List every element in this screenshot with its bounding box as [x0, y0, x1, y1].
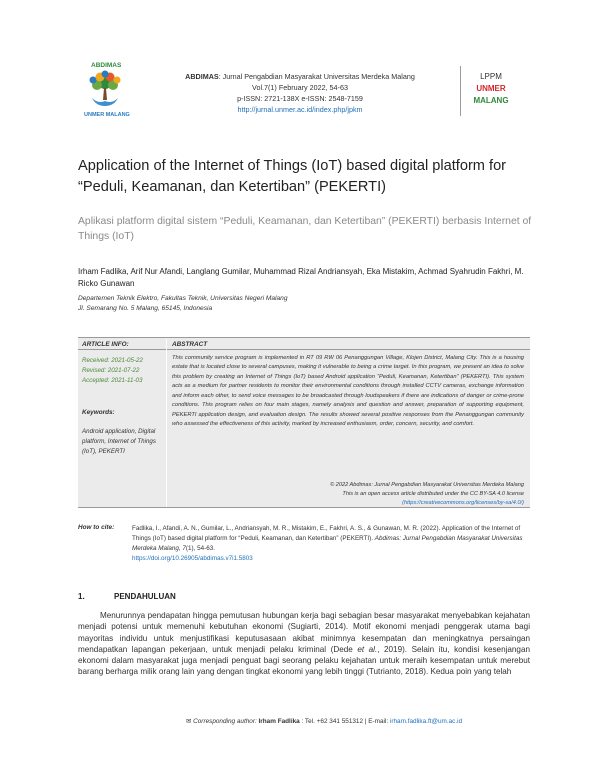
keywords-list: Android application, Digital platform, Internet of Things (IoT), PEKERTI	[82, 428, 156, 455]
journal-volume: Vol.7(1) February 2022, 54-63	[252, 83, 348, 92]
journal-name-bold: ABDIMAS	[185, 72, 219, 81]
accepted-date: Accepted: 2021-11-03	[82, 377, 143, 384]
affiliation-line2: Jl. Semarang No. 5 Malang, 65145, Indonesia	[78, 305, 213, 312]
citation-part1: Fadlika, I., Afandi, A. N., Gumilar, L., Andriansyah, M. R., Mistakim, E., Fakhri, A. S., & Gunawan, M. R. (2022). Application of the Internet of Things (IoT) based digital platform for “Peduli, Keamanan, dan Ketertiban” (PEKERTI).	[132, 525, 521, 542]
license-statement: This is an open access article distributed under the CC BY-SA 4.0 license	[342, 491, 524, 497]
article-dates	[82, 356, 164, 386]
box-column-separator	[166, 339, 167, 507]
keywords-heading: Keywords:	[82, 409, 115, 416]
section-title: PENDAHULUAN	[114, 592, 176, 601]
citation-journal: Abdimas: Jurnal Pengabdian Masyarakat Universitas Merdeka Malang, 7	[132, 535, 523, 552]
journal-logo	[64, 54, 146, 124]
lppm-line2: UNMER	[476, 84, 506, 93]
email-link[interactable]: irham.fadlika.ft@um.ac.id	[389, 718, 463, 725]
article-info-heading: ARTICLE INFO:	[82, 341, 129, 348]
journal-name-rest: : Jurnal Pengabdian Masyarakat Universitas Merdeka Malang	[218, 72, 415, 81]
lppm-block	[463, 71, 519, 107]
footer-correspondence	[186, 717, 536, 725]
lppm-line3: MALANG	[473, 96, 509, 105]
box-header-rule	[78, 349, 530, 350]
affiliation	[78, 294, 538, 314]
revised-date: Revised: 2021-07-22	[82, 367, 140, 374]
header-divider	[460, 66, 461, 116]
corresponding-author: Irham Fadlika	[258, 718, 300, 725]
citation-part2: (1), 54-63.	[185, 545, 215, 552]
intro-paragraph	[78, 610, 530, 678]
doi-link[interactable]: https://doi.org/10.26905/abdimas.v7i1.5803	[132, 555, 253, 562]
license-copyright: © 2022 Abdimas: Jurnal Pengabdian Masyarakat Universitas Merdeka Malang	[330, 482, 524, 488]
corresponding-label: Corresponding author:	[193, 718, 257, 725]
article-authors: Irham Fadlika, Arif Nur Afandi, Langlang Gumilar, Muhammad Rizal Andriansyah, Eka Mistakim, Achmad Syahrudin Fakhri, M. Ricko Gunawan	[78, 267, 524, 288]
section-number: 1.	[78, 592, 85, 601]
citation-text	[132, 524, 530, 564]
box-top-rule	[78, 337, 530, 338]
affiliation-line1: Departemen Teknik Elektro, Fakultas Teknik, Universitas Negeri Malang	[78, 295, 288, 302]
email-label: | E-mail:	[364, 718, 389, 725]
logo-base-text: UNMER MALANG	[84, 112, 130, 118]
license-block	[240, 481, 524, 508]
abstract-heading: ABSTRACT	[172, 341, 208, 348]
journal-name	[150, 71, 450, 82]
paragraph-etal: et al.	[357, 644, 378, 654]
logo-arc-text: ABDIMAS	[91, 62, 122, 69]
received-date: Received: 2021-05-22	[82, 357, 143, 364]
journal-issn: p-ISSN: 2721-138X e-ISSN: 2548-7159	[237, 94, 363, 103]
license-url-link[interactable]: (https://creativecommons.org/licenses/by-sa/4.0/)	[402, 500, 524, 506]
journal-url-link[interactable]: http://jurnal.unmer.ac.id/index.php/jpkm	[237, 105, 363, 114]
envelope-icon: ✉	[186, 718, 192, 725]
corresponding-tel: : Tel. +62 341 551312	[301, 718, 364, 725]
journal-info	[150, 71, 450, 115]
cite-label: How to cite:	[78, 524, 115, 531]
paragraph-part2: , 2019). Selain itu, kondisi kesenjangan ekonomi dalam masyarakat juga menjadi penguat bagi seorang pelaku kejahatan untuk meraih kesempatan untuk merebut barang berharga milik orang lain yang dengan tingkat ekonomi yang lebih tinggi (Tutrianto, 2018). Kedua poin yang telah	[78, 644, 530, 677]
article-subtitle: Aplikasi platform digital sistem “Peduli, Keamanan, dan Ketertiban” (PEKERTI) berbasis Internet of Things (IoT)	[78, 216, 532, 242]
section-heading	[78, 592, 176, 601]
lppm-line1: LPPM	[480, 72, 502, 81]
paragraph-part1: Menurunnya pendapatan hingga pemutusan hubungan kerja bagi sebagian besar masyarakat menyebabkan kejahatan menjadi potensi untuk memenuhi kebutuhan ekonomi (Sugiarti, 2014). Motif ekonomi menjadi penggerak utama bagi mayoritas individu untuk menjustifikasi keputusasaan akibat minimnya kesempatan dan meningkatnya persaingan mendapatkan lapangan pekerjaan, untuk menjadi pelaku kriminal (Dede	[78, 611, 530, 654]
abstract-text: This community service program is implemented in RT 09 RW 06 Penanggungan Village, Klojen District, Malang City. This is a housing estate that is located close to several campuses, making it vulnerable to being a crime target. In this program, we present an idea to solve this problem by creating an Internet of Things (IoT) based Android application “Peduli, Keamanan, Ketertiban” (PEKERTI). This system acts as a medium for partner residents to monitor their environmental conditions through installed CCTV cameras, exchange information and inform each other, to send voice messages to be broadcasted through loudspeakers if there are indications of danger or crime-prone conditions. This program relies on four main stages, namely analysis and question and answer, preparation of supporting equipment, PEKERTI application design, and evaluation design. The results showed several positive responses from the Penanggungan community who assessed the effectiveness of this activity, marked by increased enthusiasm, order, concern, security, and comfort.	[172, 355, 524, 428]
article-title: Application of the Internet of Things (IoT) based digital platform for “Peduli, Keamanan, dan Ketertiban” (PEKERTI)	[78, 158, 507, 195]
